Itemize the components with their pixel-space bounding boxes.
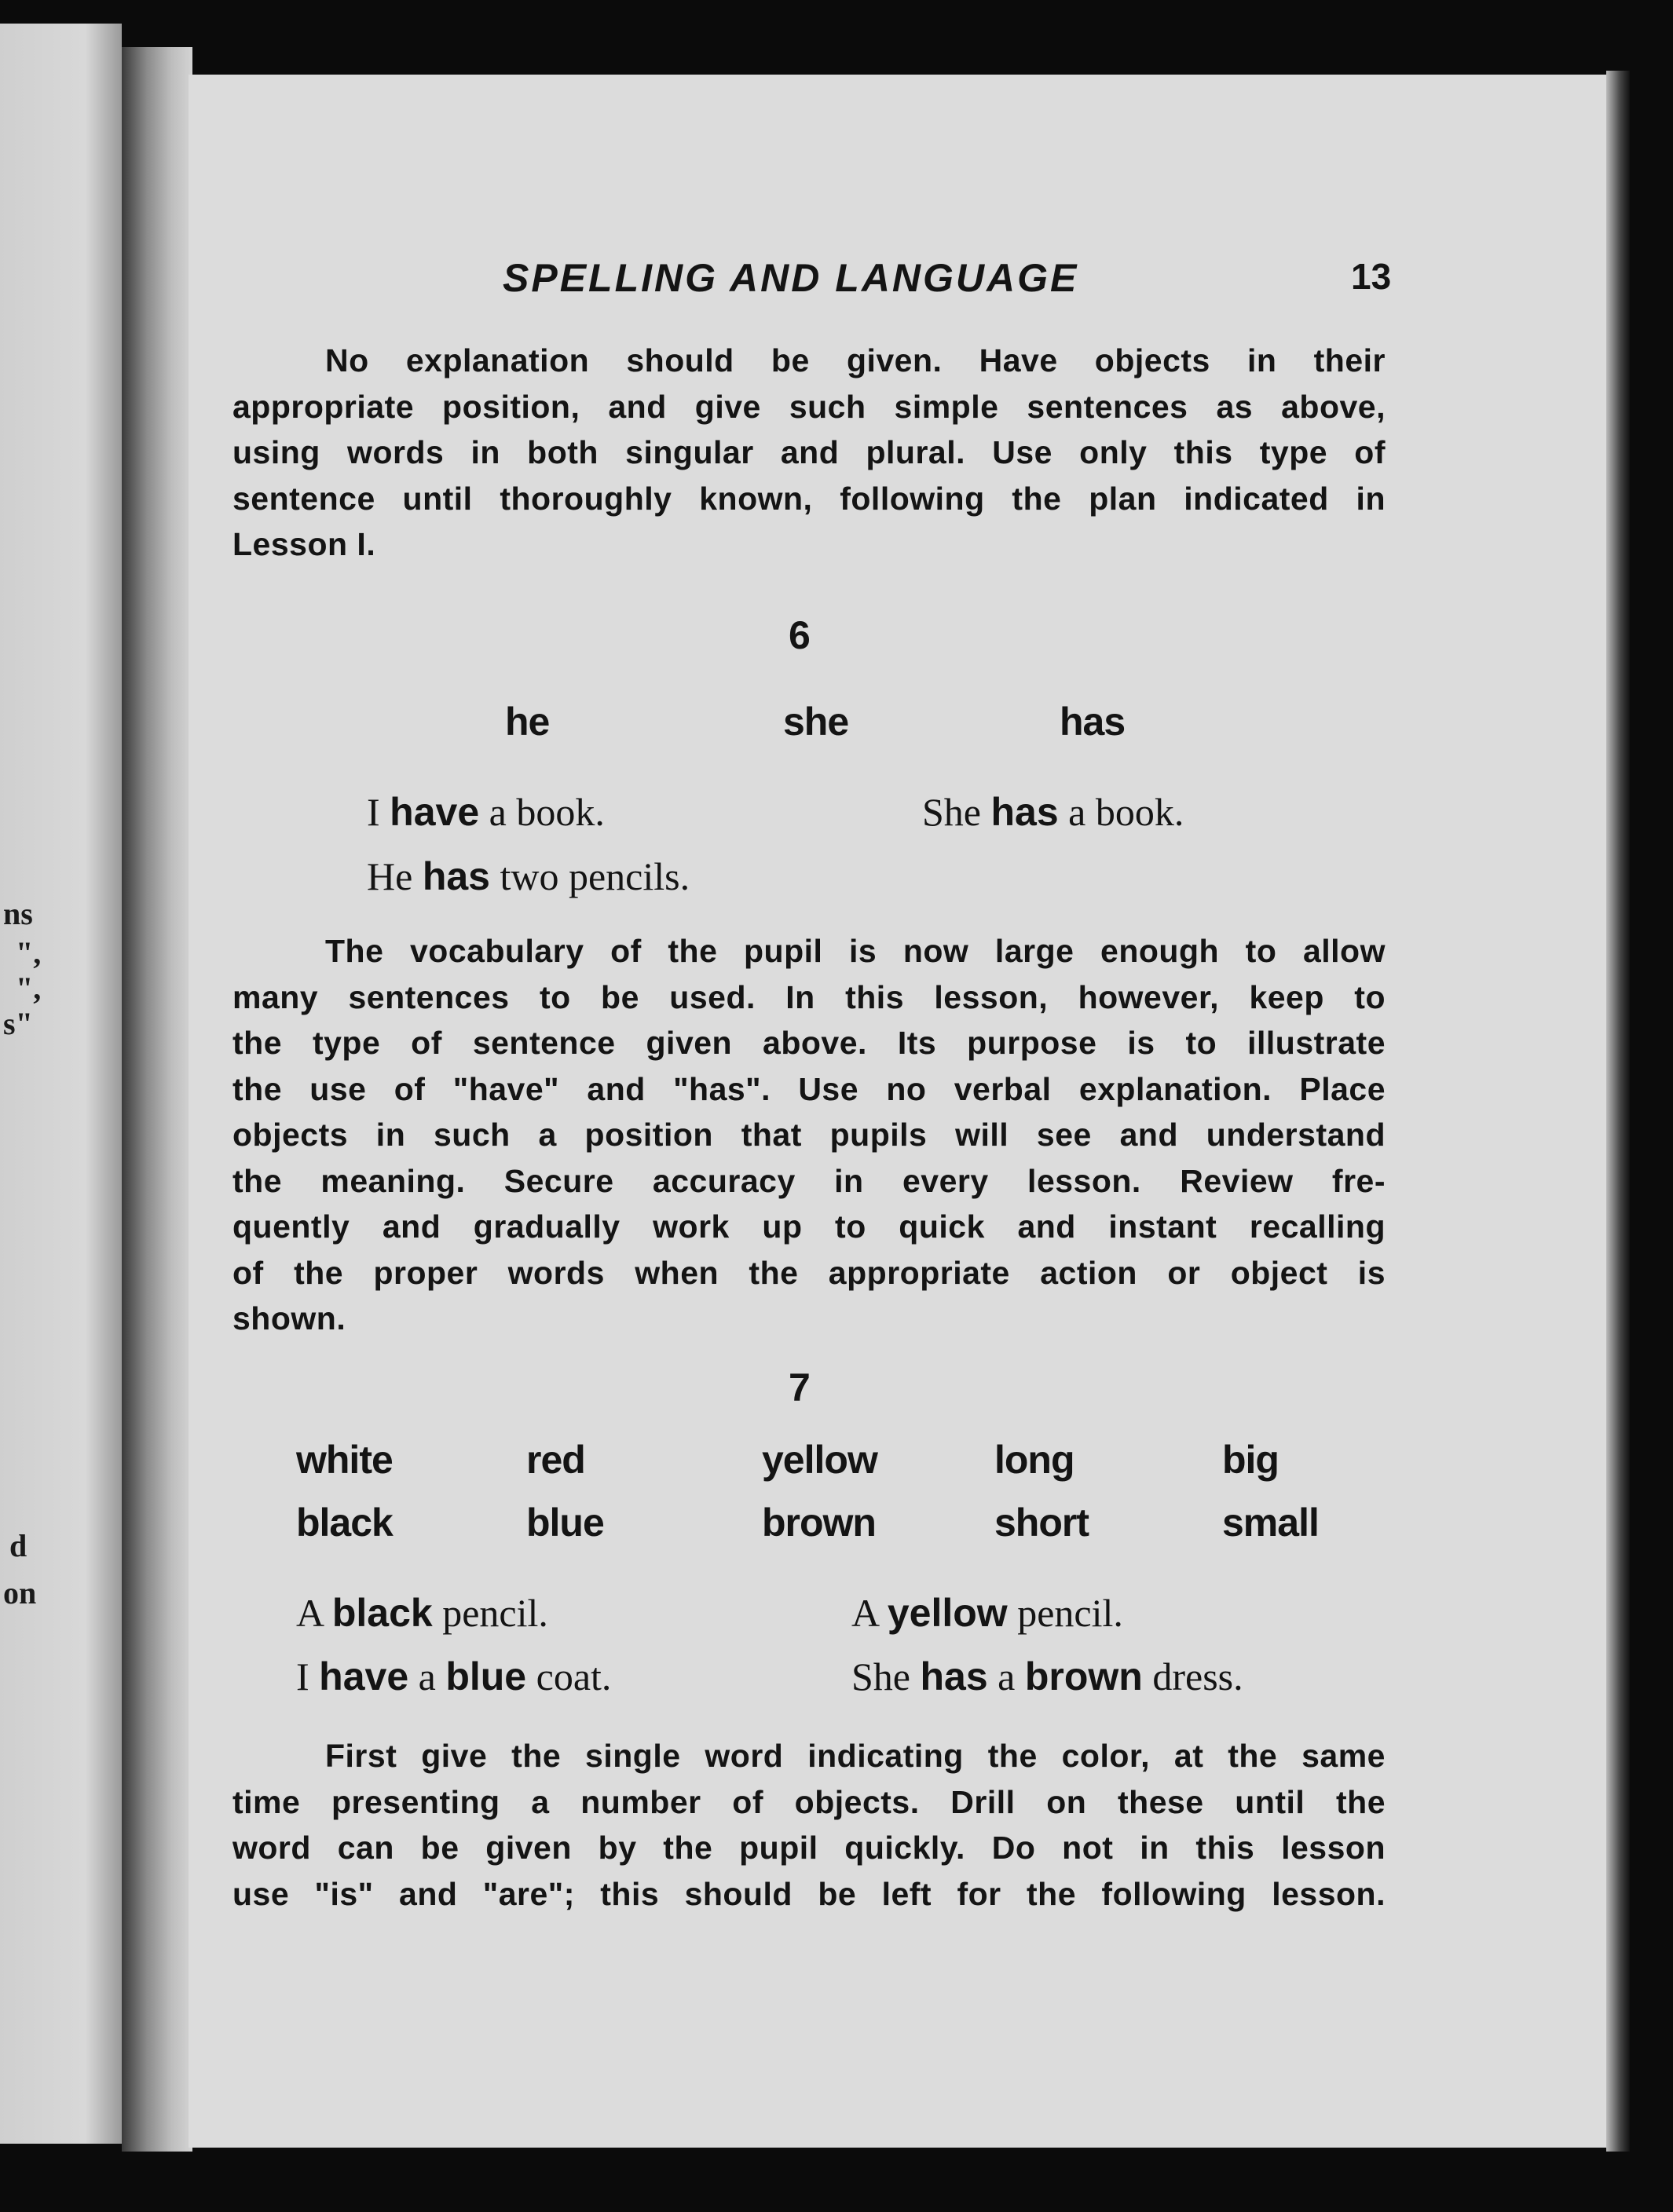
sentence-emphasis: has (422, 854, 490, 898)
sentence-text: I (367, 790, 390, 834)
paragraph-3 (232, 1733, 1386, 1917)
facing-page-fragment: ", (16, 971, 42, 1006)
text-line: quently and gradually work up to quick and instant recalling (232, 1208, 1386, 1245)
vocab-word: red (526, 1438, 585, 1482)
example-sentence (851, 1590, 1123, 1636)
example-sentence (296, 1590, 548, 1636)
vocab-word: black (296, 1501, 393, 1545)
paragraph-1 (232, 338, 1386, 568)
sentence-text: two pencils. (489, 854, 690, 898)
example-sentence (367, 854, 690, 899)
running-header: SPELLING AND LANGUAGE (503, 256, 1079, 300)
sentence-text: pencil. (1007, 1591, 1123, 1635)
vocab-word: white (296, 1438, 393, 1482)
sentence-text: dress. (1142, 1654, 1243, 1698)
vocab-word: she (783, 700, 849, 744)
text-line: Lesson I. (232, 526, 376, 562)
example-sentence (922, 789, 1184, 835)
facing-page-fragment: d (9, 1528, 27, 1563)
facing-page-fragment: ns (3, 896, 33, 931)
sentence-emphasis: brown (1024, 1654, 1143, 1698)
text-line: No explanation should be given. Have objects in their (325, 342, 1386, 378)
sentence-text: She (851, 1654, 921, 1698)
text-line: First give the single word indicating the color, at the same (325, 1738, 1386, 1774)
sentence-text: He (367, 854, 423, 898)
text-line: time presenting a number of objects. Drill on these until the (232, 1783, 1386, 1820)
sentence-text: a book. (1058, 790, 1184, 834)
lesson-7-number: 7 (789, 1366, 811, 1409)
example-sentence (367, 789, 605, 835)
facing-page-fragment: ", (16, 935, 42, 971)
example-sentence (296, 1654, 611, 1699)
text-line: The vocabulary of the pupil is now large enough to allow (325, 933, 1386, 969)
sentence-text: She (922, 790, 991, 834)
text-line: word can be given by the pupil quickly. Do not in this lesson (232, 1830, 1386, 1866)
sentence-emphasis: has (920, 1654, 988, 1698)
vocab-word: long (994, 1438, 1074, 1482)
vocab-word: small (1222, 1501, 1319, 1545)
sentence-emphasis: yellow (887, 1591, 1008, 1635)
vocab-word: yellow (762, 1438, 877, 1482)
sentence-text: A (296, 1591, 332, 1635)
text-line: using words in both singular and plural. Use only this type of (232, 434, 1386, 470)
vocab-word: blue (526, 1501, 604, 1545)
page-edge-shadow (1606, 71, 1630, 2152)
vocab-word: has (1060, 700, 1126, 744)
sentence-emphasis: black (331, 1591, 433, 1635)
example-sentence (851, 1654, 1243, 1699)
vocab-word: brown (762, 1501, 876, 1545)
sentence-text: a (987, 1654, 1025, 1698)
vocab-word: big (1222, 1438, 1279, 1482)
vocab-word: short (994, 1501, 1089, 1545)
lesson-6-number: 6 (789, 613, 811, 657)
sentence-emphasis: have (319, 1654, 409, 1698)
sentence-text: I (296, 1654, 320, 1698)
vocab-word: he (505, 700, 550, 744)
text-line: appropriate position, and give such simple sentences as above, (232, 388, 1386, 425)
text-line: many sentences to be used. In this lesson, however, keep to (232, 978, 1386, 1015)
page-number: 13 (1351, 256, 1392, 297)
text-line: the use of "have" and "has". Use no verbal explanation. Place (232, 1070, 1386, 1107)
text-line: of the proper words when the appropriate action or object is (232, 1254, 1386, 1291)
facing-page-edge (0, 24, 122, 2144)
text-line: the type of sentence given above. Its purpose is to illustrate (232, 1025, 1386, 1061)
sentence-text: pencil. (432, 1591, 548, 1635)
sentence-text: coat. (526, 1654, 612, 1698)
book-spine-shadow (122, 47, 192, 2152)
text-line: the meaning. Secure accuracy in every lesson. Review fre- (232, 1162, 1386, 1199)
sentence-emphasis: blue (445, 1654, 527, 1698)
text-line: shown. (232, 1300, 346, 1336)
sentence-emphasis: have (390, 790, 480, 834)
text-line: objects in such a position that pupils will see and understand (232, 1117, 1386, 1153)
facing-page-fragment: s" (3, 1006, 33, 1041)
paragraph-2 (232, 928, 1386, 1342)
sentence-text: a (408, 1654, 446, 1698)
facing-page-fragment: on (3, 1575, 37, 1611)
text-line: sentence until thoroughly known, following the plan indicated in (232, 480, 1386, 517)
sentence-emphasis: has (990, 790, 1059, 834)
sentence-text: a book. (479, 790, 605, 834)
text-line: use "is" and "are"; this should be left for the following lesson. (232, 1875, 1386, 1912)
sentence-text: A (851, 1591, 888, 1635)
